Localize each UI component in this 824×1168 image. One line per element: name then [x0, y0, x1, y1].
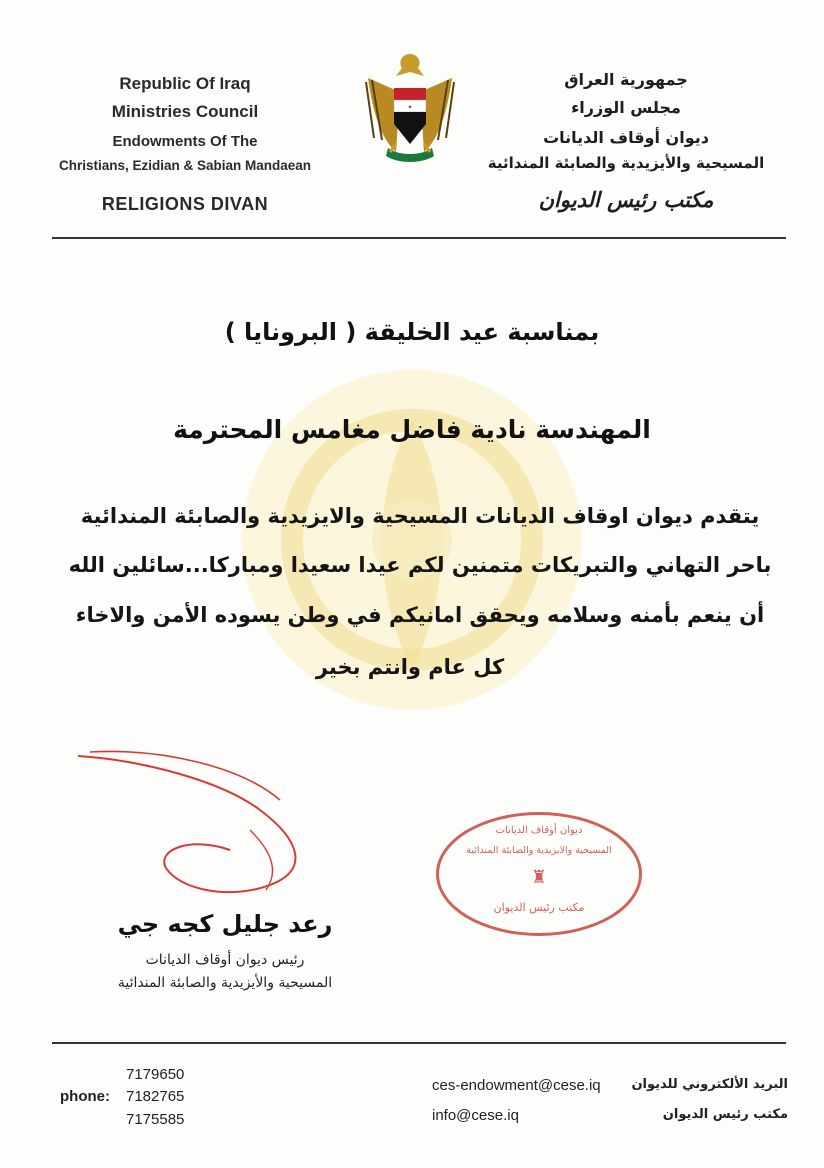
signatory-name: رعد جليل كجه جي — [117, 910, 333, 938]
header-ar-country: جمهورية العراق — [564, 70, 688, 89]
header-divider — [52, 237, 786, 239]
footer-divider — [52, 1042, 786, 1044]
header-en-divan: RELIGIONS DIVAN — [101, 194, 269, 214]
phone-number-1: 7179650 — [126, 1066, 185, 1083]
addressee: المهندسة نادية فاضل مغامس المحترمة — [173, 415, 651, 444]
letter-body-line-3: أن ينعم بأمنه وسلامه ويحقق امانيكم في وطن يسوده الأمن والاخاء — [75, 603, 765, 627]
handwritten-signature — [70, 740, 350, 910]
header-ar-council: مجلس الوزراء — [571, 98, 681, 117]
email-divan[interactable]: ces-endowment@cese.iq — [432, 1077, 601, 1094]
signatory-title-2: المسيحية والأيزيدية والصابئة المندائية — [117, 975, 333, 991]
svg-text:✦: ✦ — [407, 104, 413, 111]
phone-number-3: 7175585 — [126, 1111, 185, 1128]
letter-body-line-1: يتقدم ديوان اوقاف الديانات المسيحية والايزيدية والصابئة المندائية — [80, 504, 760, 528]
email-label-divan: البريد الألكتروني للديوان — [631, 1077, 788, 1092]
header-ar-communities: المسيحية والأيزيدية والصابئة المندائية — [487, 154, 765, 172]
stamp-emblem-icon: ♜ — [530, 867, 548, 888]
header-ar-office: مكتب رئيس الديوان — [538, 188, 714, 212]
stamp-line-3: مكتب رئيس الديوان — [493, 901, 585, 914]
letter-body-line-2: باحر التهاني والتبريكات متمنين لكم عيدا سعيدا ومباركا...سائلين الله — [68, 553, 772, 577]
stamp-line-2: المسيحية والايزيدية والصابئة المندائية — [466, 845, 612, 856]
header-en-endowments: Endowments Of The — [112, 133, 258, 150]
email-label-office: مكتب رئيس الديوان — [662, 1107, 788, 1122]
signatory-title-1: رئيس ديوان أوقاف الديانات — [145, 952, 305, 968]
header-en-country: Republic Of Iraq — [119, 74, 251, 93]
letter-body-line-4: كل عام وانتم بخير — [315, 655, 505, 679]
official-stamp — [436, 812, 642, 936]
stamp-line-1: ديوان أوقاف الديانات — [495, 825, 583, 836]
occasion-title: بمناسبة عيد الخليقة ( البرونايا ) — [224, 318, 600, 346]
header-en-council: Ministries Council — [111, 102, 259, 121]
header-ar-endowments: ديوان أوقاف الديانات — [543, 128, 709, 147]
header-en-communities: Christians, Ezidian & Sabian Mandaean — [58, 158, 312, 173]
phone-label: phone: — [60, 1088, 110, 1105]
iraq-eagle-emblem — [360, 48, 460, 172]
phone-number-2: 7182765 — [126, 1088, 185, 1105]
email-office[interactable]: info@cese.iq — [432, 1107, 519, 1124]
